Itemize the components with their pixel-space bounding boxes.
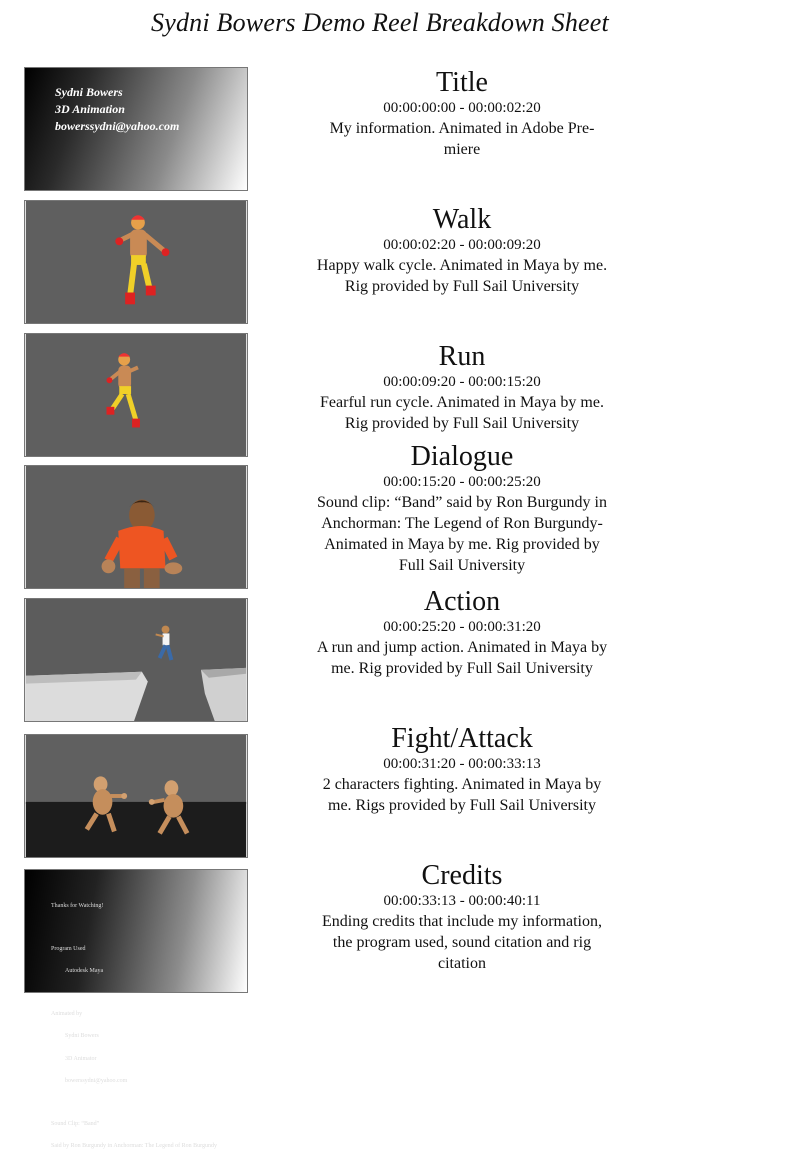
- entry-desc-line: Rig provided by Full Sail University: [344, 415, 580, 432]
- title-card-role: 3D Animation: [55, 102, 125, 116]
- entry-walk: [292, 205, 632, 297]
- entry-time: 00:00:31:20 - 00:00:33:13: [383, 756, 541, 772]
- entry-desc-line: the program used, sound citation and rig: [332, 934, 592, 951]
- entry-desc-line: Full Sail University: [398, 557, 526, 574]
- entry-time: 00:00:09:20 - 00:00:15:20: [383, 374, 541, 390]
- thumbnail-action: [24, 598, 248, 722]
- entry-heading: Walk: [432, 204, 492, 235]
- entry-desc-line: Happy walk cycle. Animated in Maya by me.: [316, 257, 608, 274]
- entry-desc-line: me. Rigs provided by Full Sail University: [328, 797, 596, 814]
- entry-desc-line: My information. Animated in Adobe Pre-: [329, 120, 595, 137]
- credits-sound-label: Sound Clip: “Band”: [51, 1120, 100, 1127]
- walk-scene-image: [25, 201, 247, 323]
- thumbnail-walk: [24, 200, 248, 324]
- thumbnail-title-card: [24, 67, 248, 191]
- entry-action: [292, 587, 632, 679]
- entry-heading: Title: [436, 67, 488, 98]
- entry-heading: Credits: [421, 860, 503, 891]
- entry-title: [292, 68, 632, 160]
- entry-dialogue: [292, 442, 632, 576]
- entry-time: 00:00:25:20 - 00:00:31:20: [383, 619, 541, 635]
- thumbnail-fight-attack: [24, 734, 248, 858]
- credits-animator-email: bowerssydni@yahoo.com: [65, 1078, 128, 1084]
- credits-program-label: Program Used: [51, 945, 86, 952]
- credits-animated-label: Animated by: [51, 1010, 83, 1017]
- entry-credits: [292, 861, 632, 974]
- entry-desc-line: me. Rig provided by Full Sail University: [331, 660, 593, 677]
- entry-time: 00:00:02:20 - 00:00:09:20: [383, 237, 541, 253]
- entry-time: 00:00:00:00 - 00:00:02:20: [383, 100, 541, 116]
- title-card-name: Sydni Bowers: [55, 85, 123, 99]
- entry-desc-line: Fearful run cycle. Animated in Maya by me.: [320, 394, 604, 411]
- entry-fight-attack: [292, 724, 632, 816]
- fight-scene-image: [25, 735, 247, 857]
- credits-film: Anchorman: The Legend of Ron Burgundy: [113, 1143, 217, 1149]
- entry-heading: Run: [438, 341, 486, 372]
- entry-desc-line: Rig provided by Full Sail University: [344, 278, 580, 295]
- credits-animator-name: Sydni Bowers: [65, 1033, 99, 1039]
- entry-run: [292, 342, 632, 434]
- credits-said-by: Said by Ron Burgundy in Anchorman: The Legend of Ron Burgundy: [51, 1143, 217, 1149]
- page-title: Sydni Bowers Demo Reel Breakdown Sheet: [151, 8, 609, 37]
- entry-heading: Action: [423, 586, 501, 617]
- entry-desc-line: Anchorman: The Legend of Ron Burgundy-: [321, 515, 603, 532]
- credits-animator-role: 3D Animator: [65, 1055, 97, 1062]
- entry-time: 00:00:15:20 - 00:00:25:20: [383, 474, 541, 490]
- thumbnail-run: [24, 333, 248, 457]
- title-card-email: bowerssydni@yahoo.com: [55, 119, 180, 133]
- entry-heading: Dialogue: [410, 441, 514, 472]
- dialogue-scene-image: [25, 466, 247, 588]
- entry-heading: Fight/Attack: [391, 723, 533, 754]
- entry-desc-line: A run and jump action. Animated in Maya by: [316, 639, 608, 656]
- run-scene-image: [25, 334, 247, 456]
- entry-desc-line: Ending credits that include my information,: [322, 913, 602, 930]
- thumbnail-credits-card: [24, 869, 248, 1149]
- credits-program: Autodesk Maya: [65, 968, 104, 974]
- credits-thanks: Thanks for Watching!: [51, 903, 104, 909]
- entry-desc-line: miere: [443, 141, 481, 158]
- entry-time: 00:00:33:13 - 00:00:40:11: [383, 893, 541, 909]
- thumbnail-dialogue: [24, 465, 248, 589]
- entry-desc-line: Sound clip: “Band” said by Ron Burgundy in: [317, 494, 607, 511]
- entry-desc-line: 2 characters fighting. Animated in Maya by: [322, 776, 602, 793]
- action-scene-image: [25, 599, 247, 721]
- entry-desc-line: citation: [438, 955, 486, 972]
- entry-desc-line: Animated in Maya by me. Rig provided by: [324, 536, 600, 553]
